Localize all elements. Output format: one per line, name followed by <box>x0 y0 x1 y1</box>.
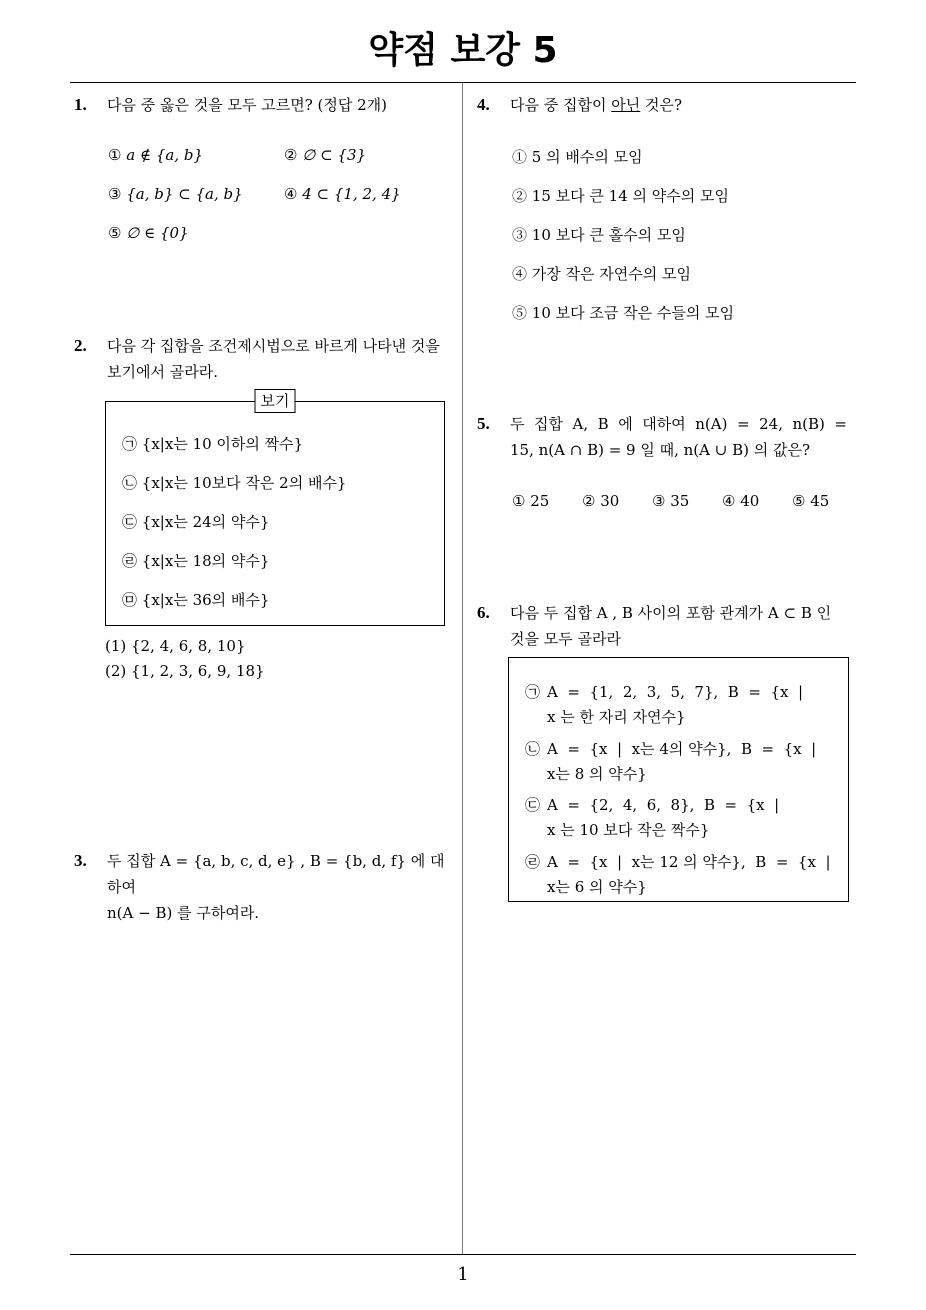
item-text: {x|x는 24의 약수} <box>141 513 270 531</box>
option-text: ∅ ∈ {0} <box>126 224 189 242</box>
option-mark: ⑤ <box>108 224 122 242</box>
option-4[interactable] <box>722 492 759 510</box>
item-line1: A = {x | x는 12 의 약수}, B = {x | <box>547 853 831 871</box>
choice-item-4 <box>525 850 831 900</box>
question-text: 다음 각 집합을 조건제시법으로 바르게 나타낸 것을 보기에서 골라라. <box>107 337 440 381</box>
option-1[interactable] <box>512 146 643 167</box>
question-text-line2: n(A − B) 를 구하여라. <box>107 904 260 922</box>
item-line1: A = {x | x는 4의 약수}, B = {x | <box>547 740 817 758</box>
option-5[interactable] <box>108 224 189 242</box>
item-line2: x는 8 의 약수} <box>547 765 647 783</box>
option-mark: ① <box>512 148 528 166</box>
header-rule <box>70 82 856 83</box>
question-text: 다음 중 옳은 것을 모두 고르면? (정답 2개) <box>107 96 388 114</box>
option-text: 15 보다 큰 14 의 약수의 모임 <box>531 187 729 205</box>
question-text-line2: 것을 모두 골라라 <box>510 630 621 648</box>
choice-item-1 <box>525 680 825 730</box>
footer-rule <box>70 1254 856 1255</box>
sub-question-2: (2) {1, 2, 3, 6, 9, 18} <box>105 662 265 680</box>
option-mark: ③ <box>512 226 528 244</box>
question-2 <box>74 333 456 385</box>
option-mark: ③ <box>652 492 666 510</box>
item-line2: x 는 10 보다 작은 짝수} <box>547 821 710 839</box>
example-box <box>105 392 445 626</box>
option-text: 4 ⊂ {1, 2, 4} <box>302 185 401 203</box>
option-text: 25 <box>530 492 550 510</box>
option-3[interactable] <box>512 224 686 245</box>
item-line2: x는 6 의 약수} <box>547 878 647 896</box>
underlined-word: 아닌 <box>611 96 641 114</box>
item-text: {x|x는 18의 약수} <box>141 552 270 570</box>
option-1[interactable] <box>108 146 203 164</box>
page-number: 1 <box>457 1264 469 1285</box>
option-text: {a, b} ⊂ {a, b} <box>126 185 243 203</box>
question-3 <box>74 848 456 926</box>
column-divider <box>462 83 463 1254</box>
item-mark: ㉡ <box>122 474 138 492</box>
option-text: 45 <box>810 492 830 510</box>
option-4[interactable] <box>512 263 691 284</box>
sub-question-1: (1) {2, 4, 6, 8, 10} <box>105 637 246 655</box>
item-mark: ㉠ <box>525 683 541 701</box>
example-item-4 <box>122 550 269 571</box>
choice-item-2 <box>525 737 825 787</box>
option-text: a ∉ {a, b} <box>126 146 203 164</box>
option-text: 40 <box>740 492 760 510</box>
option-5[interactable] <box>792 492 829 510</box>
option-3[interactable] <box>652 492 689 510</box>
option-text: 30 <box>600 492 620 510</box>
option-mark: ④ <box>722 492 736 510</box>
item-line2: x 는 한 자리 자연수} <box>547 708 686 726</box>
item-text: {x|x는 36의 배수} <box>141 591 270 609</box>
example-box-label: 보기 <box>255 389 296 413</box>
question-number: 2. <box>74 336 87 355</box>
option-text: 10 보다 큰 홀수의 모임 <box>531 226 686 244</box>
question-4 <box>477 92 859 118</box>
option-text: 가장 작은 자연수의 모임 <box>531 265 692 283</box>
option-mark: ⑤ <box>792 492 806 510</box>
option-4[interactable] <box>284 185 401 203</box>
option-text: 5 의 배수의 모임 <box>531 148 643 166</box>
item-line1: A = {1, 2, 3, 5, 7}, B = {x | <box>547 683 804 701</box>
option-text: 10 보다 조금 작은 수들의 모임 <box>531 304 735 322</box>
option-1[interactable] <box>512 492 549 510</box>
question-5 <box>477 411 859 463</box>
option-mark: ⑤ <box>512 304 528 322</box>
question-number: 6. <box>477 603 490 622</box>
option-mark: ③ <box>108 185 122 203</box>
example-item-5 <box>122 589 269 610</box>
option-mark: ① <box>108 146 122 164</box>
question-text: 다음 중 집합이 아닌 것은? <box>510 96 683 114</box>
item-mark: ㉠ <box>122 435 138 453</box>
choice-item-3 <box>525 793 825 843</box>
example-item-3 <box>122 511 269 532</box>
item-line1: A = {2, 4, 6, 8}, B = {x | <box>547 796 780 814</box>
option-mark: ④ <box>284 185 298 203</box>
question-number: 3. <box>74 851 87 870</box>
option-mark: ② <box>284 146 298 164</box>
option-text: 35 <box>670 492 690 510</box>
question-text-line2: 15, n(A ∩ B) = 9 일 때, n(A ∪ B) 의 값은? <box>510 441 811 459</box>
option-2[interactable] <box>512 185 729 206</box>
question-number: 5. <box>477 414 490 433</box>
option-mark: ① <box>512 492 526 510</box>
option-2[interactable] <box>284 146 366 164</box>
item-mark: ㉢ <box>122 513 138 531</box>
item-text: {x|x는 10 이하의 짝수} <box>141 435 304 453</box>
example-item-1 <box>122 433 303 454</box>
example-item-2 <box>122 472 346 493</box>
option-5[interactable] <box>512 302 734 323</box>
question-6 <box>477 600 859 652</box>
item-mark: ㉢ <box>525 796 541 814</box>
option-text: ∅ ⊂ {3} <box>302 146 367 164</box>
question-number: 1. <box>74 95 87 114</box>
item-text: {x|x는 10보다 작은 2의 배수} <box>141 474 347 492</box>
page-title: 약점 보강 5 <box>368 30 558 71</box>
option-3[interactable] <box>108 185 243 203</box>
option-mark: ④ <box>512 265 528 283</box>
option-mark: ② <box>512 187 528 205</box>
choices-box <box>508 657 849 902</box>
option-2[interactable] <box>582 492 619 510</box>
item-mark: ㉡ <box>525 740 541 758</box>
question-number: 4. <box>477 95 490 114</box>
question-text-line1: 두 집합 A, B 에 대하여 n(A) = 24, n(B) = <box>510 415 847 433</box>
item-mark: ㉣ <box>525 853 541 871</box>
option-mark: ② <box>582 492 596 510</box>
question-text-line1: 두 집합 A = {a, b, c, d, e} , B = {b, d, f} 에 대하여 <box>107 852 445 896</box>
question-1 <box>74 92 456 118</box>
item-mark: ㉣ <box>122 552 138 570</box>
item-mark: ㉤ <box>122 591 138 609</box>
question-text-line1: 다음 두 집합 A , B 사이의 포함 관계가 A ⊂ B 인 <box>510 604 832 622</box>
